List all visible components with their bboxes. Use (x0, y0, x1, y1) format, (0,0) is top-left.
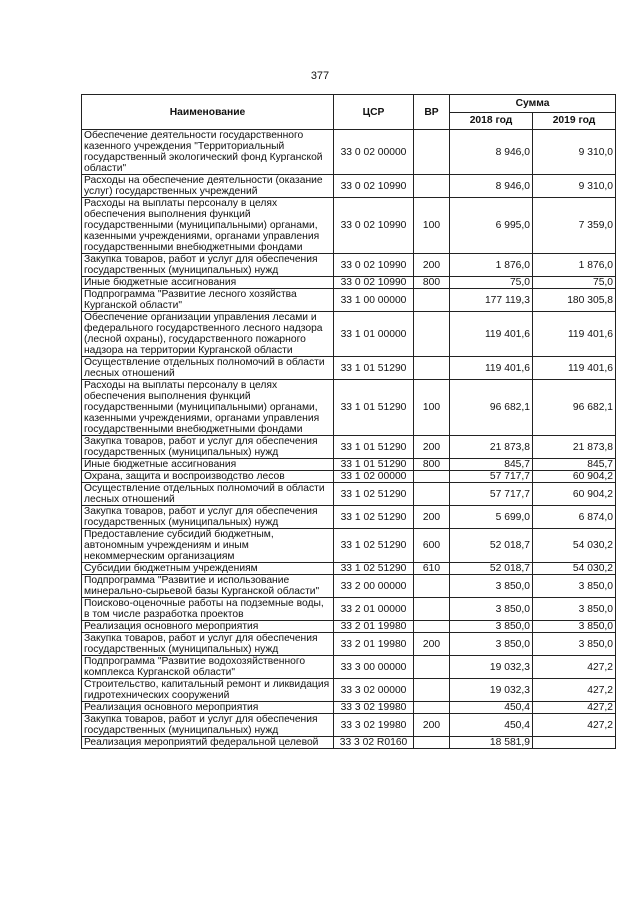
row-vr (414, 737, 450, 749)
row-vr (414, 575, 450, 598)
header-name: Наименование (82, 95, 334, 130)
row-csr: 33 1 02 51290 (334, 506, 414, 529)
row-amount-2018: 57 717,7 (450, 471, 533, 483)
row-csr: 33 1 01 00000 (334, 312, 414, 357)
row-name: Расходы на обеспечение деятельности (оказание услуг) государственных учреждений (82, 175, 334, 198)
row-amount-2018: 845,7 (450, 459, 533, 471)
row-amount-2018: 96 682,1 (450, 380, 533, 436)
row-amount-2019: 180 305,8 (533, 289, 616, 312)
row-amount-2018: 119 401,6 (450, 357, 533, 380)
table-row (82, 506, 616, 529)
table-row (82, 289, 616, 312)
row-vr (414, 175, 450, 198)
row-amount-2018: 75,0 (450, 277, 533, 289)
row-csr: 33 1 01 51290 (334, 380, 414, 436)
row-name: Строительство, капитальный ремонт и ликвидация гидротехнических сооружений (82, 679, 334, 702)
row-csr: 33 3 02 19980 (334, 702, 414, 714)
row-amount-2018: 6 995,0 (450, 198, 533, 254)
row-amount-2018: 450,4 (450, 714, 533, 737)
row-csr: 33 2 00 00000 (334, 575, 414, 598)
row-vr (414, 656, 450, 679)
row-amount-2018: 5 699,0 (450, 506, 533, 529)
row-name: Реализация основного мероприятия (82, 621, 334, 633)
table-row (82, 737, 616, 749)
row-vr: 200 (414, 506, 450, 529)
row-csr: 33 3 02 00000 (334, 679, 414, 702)
header-year-2019: 2019 год (533, 112, 616, 130)
table-row (82, 621, 616, 633)
row-amount-2018: 18 581,9 (450, 737, 533, 749)
row-amount-2018: 57 717,7 (450, 483, 533, 506)
row-vr (414, 130, 450, 175)
page-number: 377 (310, 70, 330, 82)
row-amount-2018: 3 850,0 (450, 598, 533, 621)
row-amount-2018: 119 401,6 (450, 312, 533, 357)
row-amount-2018: 3 850,0 (450, 633, 533, 656)
row-vr (414, 598, 450, 621)
table-row (82, 679, 616, 702)
row-name: Осуществление отдельных полномочий в области лесных отношений (82, 357, 334, 380)
row-csr: 33 1 02 00000 (334, 471, 414, 483)
row-amount-2019: 60 904,2 (533, 483, 616, 506)
header-year-2018: 2018 год (450, 112, 533, 130)
row-amount-2019: 3 850,0 (533, 598, 616, 621)
row-vr (414, 621, 450, 633)
row-name: Закупка товаров, работ и услуг для обеспечения государственных (муниципальных) нужд (82, 436, 334, 459)
table-row (82, 198, 616, 254)
row-amount-2019: 60 904,2 (533, 471, 616, 483)
row-amount-2019: 6 874,0 (533, 506, 616, 529)
row-csr: 33 0 02 10990 (334, 198, 414, 254)
row-name: Подпрограмма "Развитие и использование минерально-сырьевой базы Курганской области" (82, 575, 334, 598)
row-amount-2019: 54 030,2 (533, 563, 616, 575)
row-vr (414, 357, 450, 380)
row-name: Обеспечение организации управления лесами и федерального государственного лесного надзора (лесной охраны), государственного пожарного надзора на территории Курганской области (82, 312, 334, 357)
row-name: Закупка товаров, работ и услуг для обеспечения государственных (муниципальных) нужд (82, 254, 334, 277)
row-vr: 200 (414, 633, 450, 656)
row-name: Иные бюджетные ассигнования (82, 459, 334, 471)
row-name: Обеспечение деятельности государственного казенного учреждения "Территориальный государственный экологический фонд Курганской области" (82, 130, 334, 175)
row-vr (414, 312, 450, 357)
row-vr (414, 702, 450, 714)
row-amount-2019: 3 850,0 (533, 575, 616, 598)
row-amount-2018: 19 032,3 (450, 656, 533, 679)
row-amount-2019: 9 310,0 (533, 175, 616, 198)
row-name: Субсидии бюджетным учреждениям (82, 563, 334, 575)
row-vr (414, 483, 450, 506)
row-csr: 33 1 02 51290 (334, 483, 414, 506)
table-row (82, 277, 616, 289)
row-csr: 33 2 01 19980 (334, 621, 414, 633)
table-row (82, 575, 616, 598)
row-amount-2018: 8 946,0 (450, 175, 533, 198)
table-row (82, 254, 616, 277)
row-csr: 33 3 00 00000 (334, 656, 414, 679)
header-csr: ЦСР (334, 95, 414, 130)
row-vr: 100 (414, 380, 450, 436)
table-row (82, 483, 616, 506)
table-row (82, 714, 616, 737)
table-row (82, 459, 616, 471)
row-amount-2019: 75,0 (533, 277, 616, 289)
row-csr: 33 0 02 10990 (334, 277, 414, 289)
row-amount-2019: 119 401,6 (533, 357, 616, 380)
row-name: Поисково-оценочные работы на подземные воды, в том числе разработка проектов (82, 598, 334, 621)
row-name: Подпрограмма "Развитие водохозяйственного комплекса Курганской области" (82, 656, 334, 679)
table-row (82, 529, 616, 563)
row-name: Охрана, защита и воспроизводство лесов (82, 471, 334, 483)
row-amount-2018: 3 850,0 (450, 575, 533, 598)
table-row (82, 380, 616, 436)
row-csr: 33 1 02 51290 (334, 563, 414, 575)
row-name: Осуществление отдельных полномочий в области лесных отношений (82, 483, 334, 506)
table-row (82, 656, 616, 679)
row-vr: 200 (414, 254, 450, 277)
row-amount-2019: 427,2 (533, 656, 616, 679)
row-vr: 800 (414, 277, 450, 289)
row-amount-2019: 427,2 (533, 702, 616, 714)
budget-table (81, 94, 616, 749)
row-amount-2019: 9 310,0 (533, 130, 616, 175)
row-name: Предоставление субсидий бюджетным, автономным учреждениям и иным некоммерческим организациям (82, 529, 334, 563)
row-vr: 600 (414, 529, 450, 563)
row-csr: 33 3 02 19980 (334, 714, 414, 737)
table-row (82, 175, 616, 198)
row-vr (414, 289, 450, 312)
row-vr: 200 (414, 714, 450, 737)
row-name: Расходы на выплаты персоналу в целях обеспечения выполнения функций государственными (муниципальными) органами, казенными учреждениями, органами управления государственными внебюджетными фондами (82, 380, 334, 436)
row-amount-2019: 427,2 (533, 714, 616, 737)
row-csr: 33 0 02 10990 (334, 175, 414, 198)
row-csr: 33 1 01 51290 (334, 357, 414, 380)
table-row (82, 702, 616, 714)
row-amount-2018: 8 946,0 (450, 130, 533, 175)
row-csr: 33 1 02 51290 (334, 529, 414, 563)
table-row (82, 633, 616, 656)
row-amount-2019: 119 401,6 (533, 312, 616, 357)
table-row (82, 312, 616, 357)
row-amount-2018: 52 018,7 (450, 529, 533, 563)
row-name: Подпрограмма "Развитие лесного хозяйства Курганской области" (82, 289, 334, 312)
row-amount-2018: 19 032,3 (450, 679, 533, 702)
header-sum: Сумма (450, 95, 616, 113)
table-row (82, 130, 616, 175)
row-amount-2018: 177 119,3 (450, 289, 533, 312)
row-amount-2019: 7 359,0 (533, 198, 616, 254)
row-name: Закупка товаров, работ и услуг для обеспечения государственных (муниципальных) нужд (82, 633, 334, 656)
row-amount-2019: 3 850,0 (533, 633, 616, 656)
row-amount-2018: 3 850,0 (450, 621, 533, 633)
row-name: Реализация основного мероприятия (82, 702, 334, 714)
row-vr (414, 679, 450, 702)
row-amount-2019 (533, 737, 616, 749)
row-amount-2019: 54 030,2 (533, 529, 616, 563)
row-csr: 33 3 02 R0160 (334, 737, 414, 749)
row-csr: 33 0 02 10990 (334, 254, 414, 277)
table-row (82, 598, 616, 621)
row-name: Иные бюджетные ассигнования (82, 277, 334, 289)
row-name: Расходы на выплаты персоналу в целях обеспечения выполнения функций государственными (муниципальными) органами, казенными учреждениями, органами управления государственными внебюджетными фондами (82, 198, 334, 254)
row-csr: 33 2 01 19980 (334, 633, 414, 656)
row-vr: 100 (414, 198, 450, 254)
row-amount-2018: 52 018,7 (450, 563, 533, 575)
row-amount-2019: 3 850,0 (533, 621, 616, 633)
row-amount-2018: 1 876,0 (450, 254, 533, 277)
row-amount-2019: 96 682,1 (533, 380, 616, 436)
table-row (82, 563, 616, 575)
row-csr: 33 1 00 00000 (334, 289, 414, 312)
row-amount-2019: 845,7 (533, 459, 616, 471)
row-vr (414, 471, 450, 483)
row-csr: 33 1 01 51290 (334, 436, 414, 459)
row-vr: 800 (414, 459, 450, 471)
row-csr: 33 0 02 00000 (334, 130, 414, 175)
header-vr: ВР (414, 95, 450, 130)
table-row (82, 436, 616, 459)
row-amount-2019: 1 876,0 (533, 254, 616, 277)
table-row (82, 471, 616, 483)
row-vr: 610 (414, 563, 450, 575)
row-amount-2019: 21 873,8 (533, 436, 616, 459)
row-csr: 33 1 01 51290 (334, 459, 414, 471)
row-name: Закупка товаров, работ и услуг для обеспечения государственных (муниципальных) нужд (82, 506, 334, 529)
row-amount-2019: 427,2 (533, 679, 616, 702)
table-row (82, 357, 616, 380)
row-csr: 33 2 01 00000 (334, 598, 414, 621)
row-amount-2018: 21 873,8 (450, 436, 533, 459)
row-vr: 200 (414, 436, 450, 459)
row-name: Реализация мероприятий федеральной целевой (82, 737, 334, 749)
row-name: Закупка товаров, работ и услуг для обеспечения государственных (муниципальных) нужд (82, 714, 334, 737)
table-body (82, 130, 616, 749)
row-amount-2018: 450,4 (450, 702, 533, 714)
